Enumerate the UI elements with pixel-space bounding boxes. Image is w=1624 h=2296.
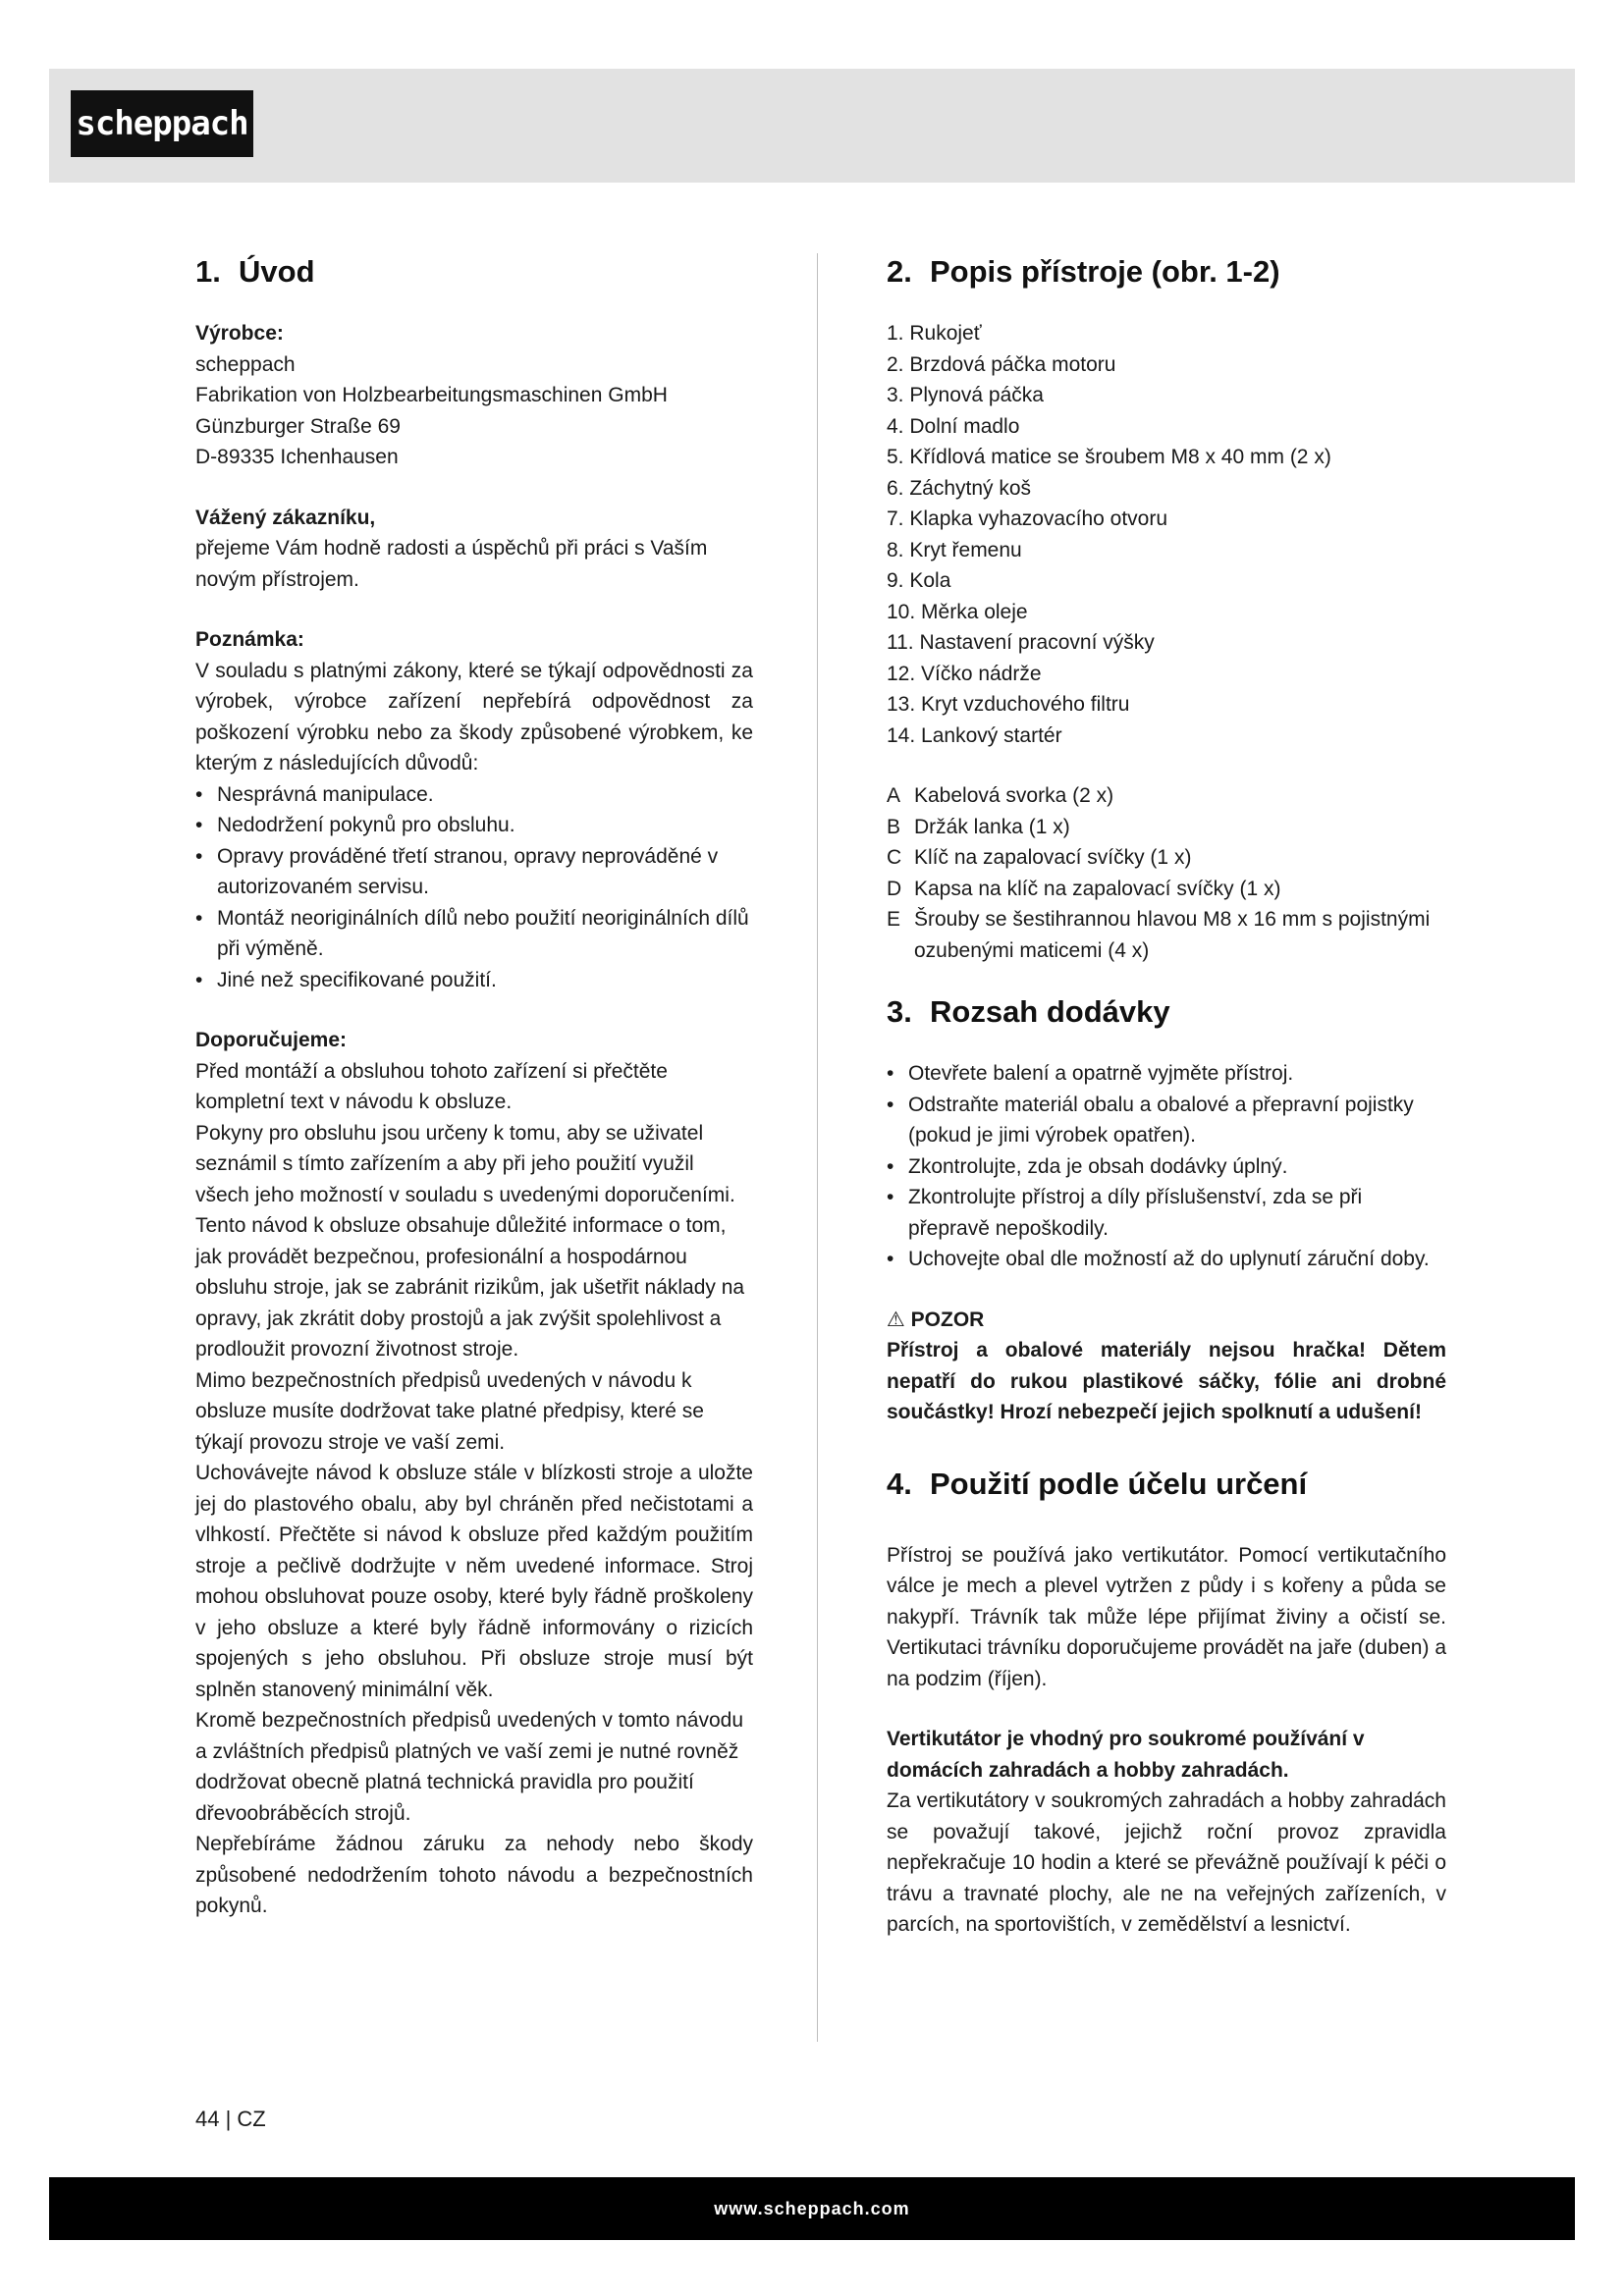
list-item: 8. Kryt řemenu: [887, 538, 1022, 561]
address-line: scheppach: [195, 352, 296, 376]
list-item: 13. Kryt vzduchového filtru: [887, 693, 1130, 716]
section-1-heading: 1. Úvod: [195, 254, 315, 289]
website-url: www.scheppach.com: [714, 2198, 910, 2218]
recommendation-paragraph: Mimo bezpečnostních předpisů uvedených v návodu k obsluze musíte dodržovat take platné předpisy, které se týkají provozu stroje ve vaší zemi.: [195, 1368, 704, 1454]
scope-bullet-list: [887, 1058, 1446, 1275]
list-item: 1. Rukojeť: [887, 322, 982, 345]
list-item: C Klíč na zapalovací svíčky (1 x): [887, 846, 1192, 869]
recommendation-paragraph: Nepřebíráme žádnou záruku za nehody nebo škody způsobené nedodržením tohoto návodu a bezpečnostních pokynů.: [195, 1833, 753, 1917]
footer-bar: [49, 2177, 1575, 2240]
address-line: Günzburger Straße 69: [195, 414, 401, 438]
list-item: 14. Lankový startér: [887, 723, 1062, 747]
accessories-list: [887, 780, 1446, 966]
note-text: V souladu s platnými zákony, které se týkají odpovědnosti za výrobek, výrobce zařízení nepřebírá odpovědnost za poškození výrobku nebo za škody způsobené výrobkem, ke kterým z následujících důvodů:: [195, 659, 753, 774]
list-item: 6. Záchytný koš: [887, 476, 1032, 500]
recommendation-paragraph: Uchovávejte návod k obsluze stále v blízkosti stroje a uložte jej do plastového obalu, aby byl chráněn před nečistotami a vlhkostí. Přečtěte si návod k obsluze před každým použitím stroje a pečlivě dodržujte v něm uvedené informace. Stroj mohou obsluhovat pouze osoby, které byly řádně proškoleny v jeho obsluze a které byly řádně informovány o rizicích spojených s jeho obsluhou. Při obsluze stroje musí být splněn stanovený minimální věk.: [195, 1462, 753, 1701]
note-bullet-list: [195, 779, 753, 996]
customer-text: přejeme Vám hodně radosti a úspěchů při práci s Vaším novým přístrojem.: [195, 537, 708, 591]
private-use-text: Za vertikutátory v soukromých zahradách a hobby zahradách se považují takové, jejichž roční provoz zpravidla nepřekračuje 10 hodin a které se převážně používají k péči o trávu a travnaté plochy, ale ne na veřejných zařízeních, v parcích, na sportovištích, v zemědělství a lesnictví.: [887, 1789, 1446, 1936]
manufacturer-label: Výrobce:: [195, 322, 284, 345]
list-item: • Nesprávná manipulace.: [195, 779, 753, 811]
recommendation-paragraph: Pokyny pro obsluhu jsou určeny k tomu, aby se uživatel seznámil s tímto zařízením a aby při jeho použití využil všech jeho možností v souladu s uvedenými doporučeními.: [195, 1121, 735, 1206]
list-item: 5. Křídlová matice se šroubem M8 x 40 mm (2 x): [887, 446, 1331, 468]
list-item: • Zkontrolujte, zda je obsah dodávky úplný.: [887, 1151, 1446, 1183]
section-2-heading: 2. Popis přístroje (obr. 1-2): [887, 254, 1280, 289]
list-item: B Držák lanka (1 x): [887, 815, 1070, 838]
list-item: 10. Měrka oleje: [887, 600, 1028, 623]
warning-triangle-icon: ⚠: [887, 1308, 905, 1331]
list-item: • Otevřete balení a opatrně vyjměte přístroj.: [887, 1058, 1446, 1090]
note-label: Poznámka:: [195, 628, 304, 651]
left-column: [195, 245, 753, 1922]
header-bar: [49, 69, 1575, 183]
recommendation-label: Doporučujeme:: [195, 1029, 348, 1051]
list-item: • Nedodržení pokynů pro obsluhu.: [195, 810, 753, 841]
list-item: • Zkontrolujte přístroj a díly příslušenství, zda se při přepravě nepoškodily.: [887, 1182, 1446, 1244]
column-divider: [817, 253, 818, 2042]
list-item: • Uchovejte obal dle možností až do uplynutí záruční doby.: [887, 1244, 1446, 1275]
list-item: D Kapsa na klíč na zapalovací svíčky (1 x): [887, 877, 1281, 900]
logo-text: scheppach: [76, 104, 248, 143]
page-number: 44 | CZ: [195, 2107, 266, 2131]
right-column: [887, 245, 1446, 1941]
list-item: • Montáž neoriginálních dílů nebo použití neoriginálních dílů při výměně.: [195, 903, 753, 965]
list-item: E Šrouby se šestihrannou hlavou M8 x 16 mm s pojistnými ozubenými maticemi (4 x): [887, 908, 1431, 962]
recommendation-paragraph: Tento návod k obsluze obsahuje důležité informace o tom, jak provádět bezpečnou, profesionální a hospodárnou obsluhu stroje, jak se zabránit rizikům, jak ušetřit náklady na opravy, jak zkrátit doby prostojů a jak zvýšit spolehlivost a prodloužit provozní životnost stroje.: [195, 1214, 745, 1361]
recommendation-paragraph: Před montáží a obsluhou tohoto zařízení si přečtěte kompletní text v návodu k obsluze.: [195, 1059, 668, 1113]
intended-use-text: Přístroj se používá jako vertikutátor. Pomocí vertikutačního válce je mech a plevel vytržen z půdy i s kořeny a půda se nakypří. Trávník tak může lépe přijímat živiny a očistí se. Vertikutaci trávníku doporučujeme provádět na jaře (duben) a na podzim (říjen).: [887, 1543, 1446, 1690]
list-item: 4. Dolní madlo: [887, 414, 1020, 438]
section-4-heading: 4. Použití podle účelu určení: [887, 1466, 1308, 1501]
list-item: 11. Nastavení pracovní výšky: [887, 631, 1155, 654]
parts-list: [887, 318, 1446, 751]
list-item: • Jiné než specifikované použití.: [195, 965, 753, 996]
list-item: 2. Brzdová páčka motoru: [887, 352, 1116, 376]
list-item: 7. Klapka vyhazovacího otvoru: [887, 507, 1168, 530]
address-line: D-89335 Ichenhausen: [195, 446, 399, 468]
list-item: A Kabelová svorka (2 x): [887, 784, 1114, 807]
recommendation-paragraph: Kromě bezpečnostních předpisů uvedených v tomto návodu a zvláštních předpisů platných ve vaší zemi je nutné rovněž dodržovat obecně platná technická pravidla pro použití dřevoobráběcích strojů.: [195, 1709, 744, 1825]
list-item: 3. Plynová páčka: [887, 384, 1044, 406]
address-line: Fabrikation von Holzbearbeitungsmaschinen GmbH: [195, 384, 668, 406]
warning-text: Přístroj a obalové materiály nejsou hračka! Dětem nepatří do rukou plastikové sáčky, fólie ani drobné součástky! Hrozí nebezpečí jejich spolknutí a udušení!: [887, 1339, 1446, 1423]
manufacturer-address: [195, 349, 753, 473]
list-item: 9. Kola: [887, 569, 951, 592]
customer-greeting: Vážený zákazníku,: [195, 506, 376, 529]
private-use-label: Vertikutátor je vhodný pro soukromé používání v domácích zahradách a hobby zahradách.: [887, 1728, 1365, 1782]
scheppach-logo: [71, 90, 253, 157]
warning-heading: ⚠ POZOR: [887, 1308, 985, 1331]
list-item: 12. Víčko nádrže: [887, 662, 1042, 685]
list-item: • Opravy prováděné třetí stranou, opravy neprováděné v autorizovaném servisu.: [195, 841, 753, 903]
list-item: • Odstraňte materiál obalu a obalové a přepravní pojistky (pokud je jimi výrobek opatřen).: [887, 1090, 1446, 1151]
section-3-heading: 3. Rozsah dodávky: [887, 994, 1170, 1029]
